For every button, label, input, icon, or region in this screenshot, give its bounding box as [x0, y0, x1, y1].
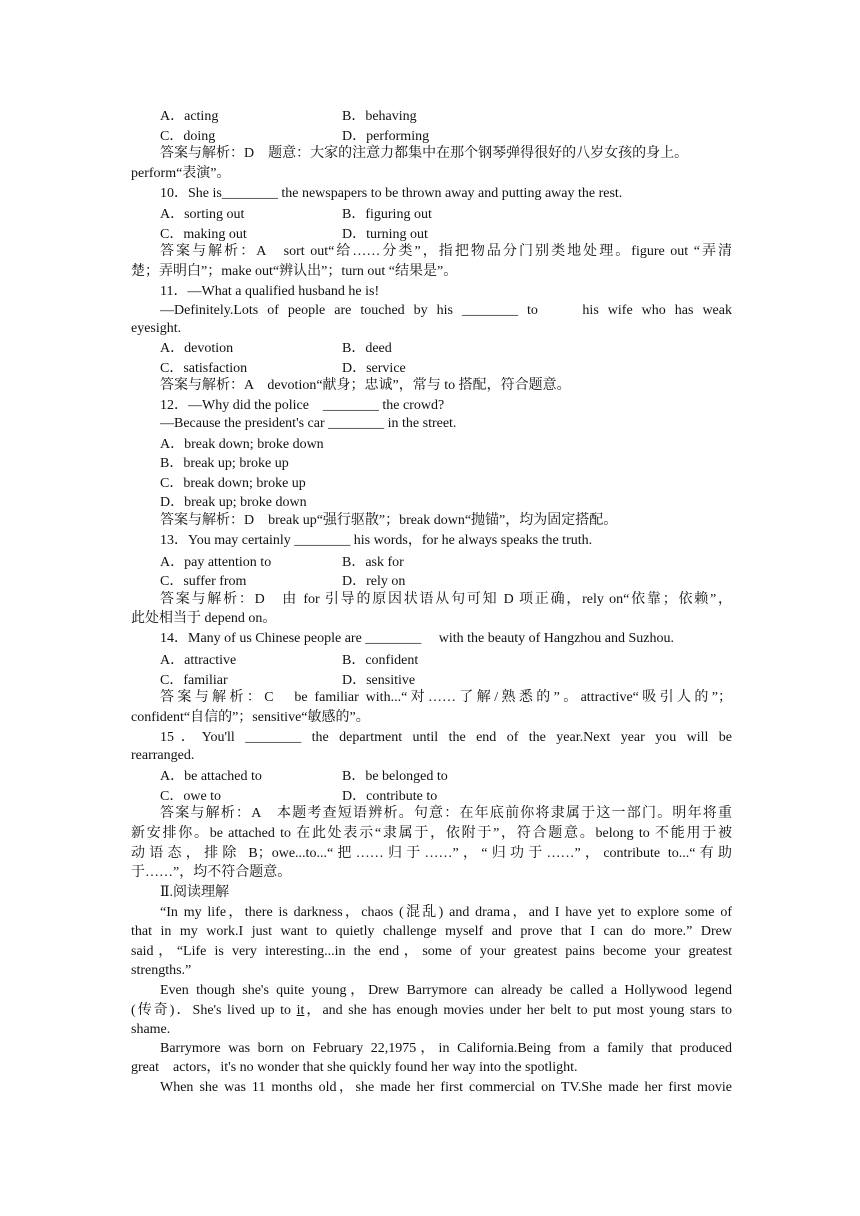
passage-p2-line2 — [131, 1001, 732, 1021]
q15-answer-line1: 答案与解析：A 本题考查短语辨析。句意：在年底前你将隶属于这一部门。明年将重 — [160, 806, 732, 821]
q13-stem: 13．You may certainly ________ his words，for he always speaks the truth. — [160, 533, 593, 548]
q14-stem: 14．Many of us Chinese people are ________ with the beauty of Hangzhou and Suzhou. — [160, 631, 675, 646]
section-heading: Ⅱ.阅读理解 — [160, 885, 230, 900]
q10-option-d: D．turning out — [342, 227, 428, 242]
q11-option-b: B．deed — [342, 341, 392, 356]
passage-p4-line1: When she was 11 months old，she made her first commercial on TV.She made her first movie — [160, 1080, 732, 1095]
q11-stem-line3: eyesight. — [131, 321, 182, 336]
q10-answer-line2: 楚；弄明白”；make out“辨认出”；turn out “结果是”。 — [131, 264, 458, 279]
q11-option-a: A．devotion — [160, 341, 234, 356]
underlined-word-it: it — [296, 1003, 305, 1018]
q15-answer-line3: 动语态，排除 B；owe...to...“把……归于……”，“归功于……”，contribute to...“有助 — [131, 846, 732, 861]
q12-stem-line1: 12．—Why did the police ________ the crowd? — [160, 398, 445, 413]
q11-stem-line2: —Definitely.Lots of people are touched by his ________ to his wife who has weak — [160, 303, 732, 318]
passage-p2-line2-end: ，and she has enough movies under her belt to put most young stars to — [304, 1003, 733, 1018]
passage-p3-line1: Barrymore was born on February 22,1975，in California.Being from a family that produced — [160, 1041, 732, 1056]
passage-p2-line2-start: (传奇)．She's lived up to — [131, 1003, 297, 1018]
q12-stem-line2: —Because the president's car ________ in the street. — [160, 416, 457, 431]
q14-option-b: B．confident — [342, 653, 419, 668]
q15-option-b: B．be belonged to — [342, 769, 448, 784]
q15-answer-line2: 新安排你。be attached to 在此处表示“隶属于，依附于”，符合题意。belong to 不能用于被 — [131, 826, 732, 841]
passage-p3-line2: great actors，it's no wonder that she quickly found her way into the spotlight. — [131, 1060, 578, 1075]
passage-p2-line3: shame. — [131, 1022, 171, 1037]
q15-option-d: D．contribute to — [342, 789, 438, 804]
passage-p1-line1: “In my life，there is darkness，chaos (混乱) and drama，and I have yet to explore some of — [160, 905, 732, 920]
q10-option-a: A．sorting out — [160, 207, 245, 222]
q10-option-c: C．making out — [160, 227, 247, 242]
q9-answer-line1: 答案与解析：D 题意：大家的注意力都集中在那个钢琴弹得很好的八岁女孩的身上。 — [160, 146, 689, 161]
q11-stem-line1: 11．—What a qualified husband he is! — [160, 284, 380, 299]
q9-answer-line2: perform“表演”。 — [131, 166, 231, 181]
q9-option-d: D．performing — [342, 129, 430, 144]
q12-option-c: C．break down; broke up — [160, 476, 306, 491]
q9-option-a: A．acting — [160, 109, 219, 124]
passage-p1-line4: strengths.” — [131, 963, 192, 978]
q13-option-b: B．ask for — [342, 555, 404, 570]
q14-option-d: D．sensitive — [342, 673, 416, 688]
q10-answer-line1: 答案与解析：A sort out“给……分类”，指把物品分门别类地处理。figure out “弄清 — [160, 244, 732, 259]
passage-p2-line1: Even though she's quite young，Drew Barrymore can already be called a Hollywood legend — [160, 983, 732, 998]
q9-option-b: B．behaving — [342, 109, 417, 124]
q13-option-d: D．rely on — [342, 574, 406, 589]
q14-option-c: C．familiar — [160, 673, 228, 688]
q14-option-a: A．attractive — [160, 653, 237, 668]
q13-option-c: C．suffer from — [160, 574, 247, 589]
q12-answer-line1: 答案与解析：D break up“强行驱散”；break down“抛锚”，均为固定搭配。 — [160, 513, 618, 528]
q11-option-c: C．satisfaction — [160, 361, 248, 376]
q15-answer-line4: 于……”，均不符合题意。 — [131, 865, 292, 880]
q13-option-a: A．pay attention to — [160, 555, 272, 570]
q15-stem-line2: rearranged. — [131, 748, 195, 763]
q12-option-d: D．break up; broke down — [160, 495, 307, 510]
q13-answer-line2: 此处相当于 depend on。 — [131, 611, 277, 626]
q15-option-c: C．owe to — [160, 789, 222, 804]
q14-answer-line2: confident“自信的”；sensitive“敏感的”。 — [131, 710, 370, 725]
passage-p1-line2: that in my work.I just want to quietly challenge myself and prove that I can do more.” Drew — [131, 924, 732, 939]
q12-option-b: B．break up; broke up — [160, 456, 289, 471]
q10-option-b: B．figuring out — [342, 207, 432, 222]
q11-option-d: D．service — [342, 361, 406, 376]
q12-option-a: A．break down; broke down — [160, 437, 324, 452]
q9-option-c: C．doing — [160, 129, 216, 144]
q14-answer-line1: 答案与解析：C be familiar with...“对……了解/熟悉的”。attractive“吸引人的”； — [160, 690, 732, 705]
q11-answer-line1: 答案与解析：A devotion“献身；忠诚”，常与 to 搭配，符合题意。 — [160, 378, 571, 393]
q10-stem: 10．She is________ the newspapers to be thrown away and putting away the rest. — [160, 186, 623, 201]
q15-stem-line1: 15．You'll ________ the department until the end of the year.Next year you will be — [160, 730, 732, 745]
q15-option-a: A．be attached to — [160, 769, 262, 784]
q13-answer-line1: 答案与解析：D 由 for 引导的原因状语从句可知 D 项正确，rely on“依靠；依赖”， — [160, 592, 732, 607]
passage-p1-line3: said，“Life is very interesting...in the end，some of your greatest pains become your greatest — [131, 944, 732, 959]
